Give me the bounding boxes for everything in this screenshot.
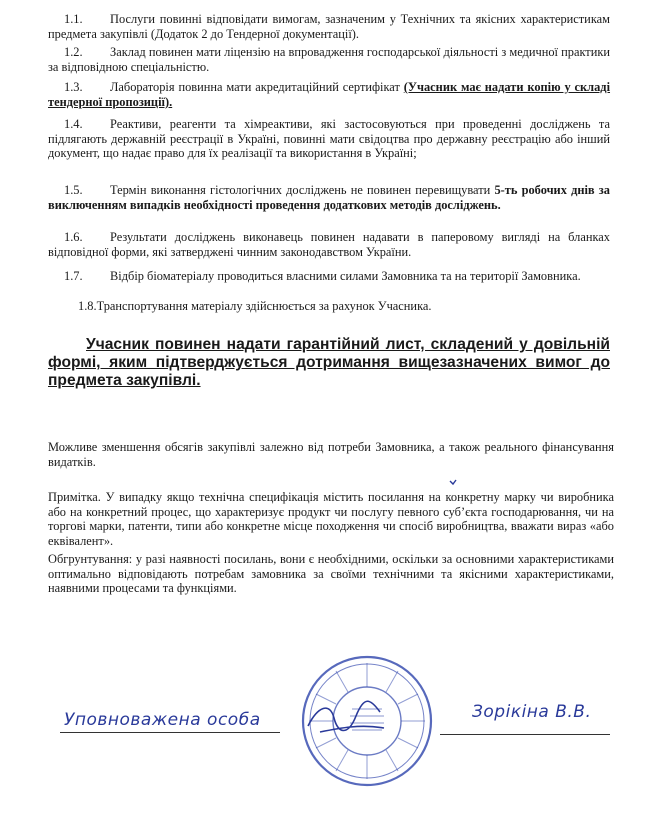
requirement-1-4 — [48, 117, 610, 161]
requirement-1-6 — [48, 230, 610, 259]
requirement-1-5 — [48, 183, 610, 212]
item-text: Заклад повинен мати ліцензію на впровадження господарської діяльності з медичної практики за відповідною спеціальністю. — [48, 45, 610, 74]
item-text: Транспортування матеріалу здійснюється за рахунок Учасника. — [96, 299, 432, 313]
requirement-1-1 — [48, 12, 610, 41]
ink-dot-icon — [448, 478, 458, 488]
justification-note: Обгрунтування: у разі наявності посилань, вони є необхідними, оскільки за основними характеристиками оптимально відповідають потребам замовника за своїми технічними та якісними характеристиками, наявними процесами та функціями. — [48, 552, 614, 596]
item-number: 1.6. — [64, 230, 83, 244]
item-emphasis: 5-ть робочих днів за виключенням випадків необхідності проведення додаткових методів досліджень. — [48, 183, 610, 212]
item-text: Реактиви, реагенти та хімреактиви, які застосовуються при проведенні досліджень та підлягають державній реєстрації в Україні, повинні мати свідоцтва про державну реєстрацію або інший документ, що надає право для їх реалізації та використання в Україні; — [48, 117, 610, 161]
authorized-person-handwritten: Уповноважена особа — [64, 710, 261, 730]
reduction-note: Можливе зменшення обсягів закупівлі залежно від потреби Замовника, а також реального фінансування видатків. — [48, 440, 614, 469]
requirement-1-7 — [48, 269, 610, 284]
item-number: 1.7. — [64, 269, 83, 283]
item-text: Лабораторія повинна мати акредитаційний сертифікат — [110, 80, 404, 94]
requirement-1-3 — [48, 80, 610, 109]
signature-line-right — [440, 734, 610, 735]
signer-name-handwritten: Зорікіна В.В. — [472, 702, 592, 722]
item-text: Відбір біоматеріалу проводиться власними силами Замовника та на території Замовника. — [110, 269, 581, 283]
guarantee-statement — [48, 336, 610, 390]
requirement-1-2 — [48, 45, 610, 74]
remark-note: Примітка. У випадку якщо технічна специфікація містить посилання на конкретну марку чи виробника або на конкретний процес, що характеризує продукт чи послугу певного суб’єкта господарювання, чи на торгові марки, патенти, типи або конкретне місце походження чи спосіб виробництва, вважати вираз «або еквівалент». — [48, 490, 614, 548]
item-text: Термін виконання гістологічних досліджень не повинен перевищувати — [110, 183, 495, 197]
guarantee-text: Учасник повинен надати гарантійний лист, складений у довільній формі, яким підтверджується дотримання вищезазначених вимог до предмета закупівлі. — [48, 336, 610, 389]
item-text: Результати досліджень виконавець повинен надавати в паперовому вигляді на бланках відповідної форми, які затверджені чинним законодавством України. — [48, 230, 610, 259]
item-number: 1.3. — [64, 80, 83, 94]
item-number: 1.2. — [64, 45, 83, 59]
item-text: Послуги повинні відповідати вимогам, зазначеним у Технічних та якісних характеристикам предмета закупівлі (Додаток 2 до Тендерної документації). — [48, 12, 610, 41]
requirement-1-8 — [48, 299, 610, 314]
signature-line-left — [60, 732, 280, 733]
item-emphasis: (Учасник має надати копію у складі тендерної пропозиції). — [48, 80, 611, 109]
item-number: 1.4. — [64, 117, 83, 131]
item-number: 1.1. — [64, 12, 83, 26]
signature-scribble-icon — [300, 688, 390, 748]
item-number: 1.5. — [64, 183, 83, 197]
item-number: 1.8. — [78, 299, 97, 313]
